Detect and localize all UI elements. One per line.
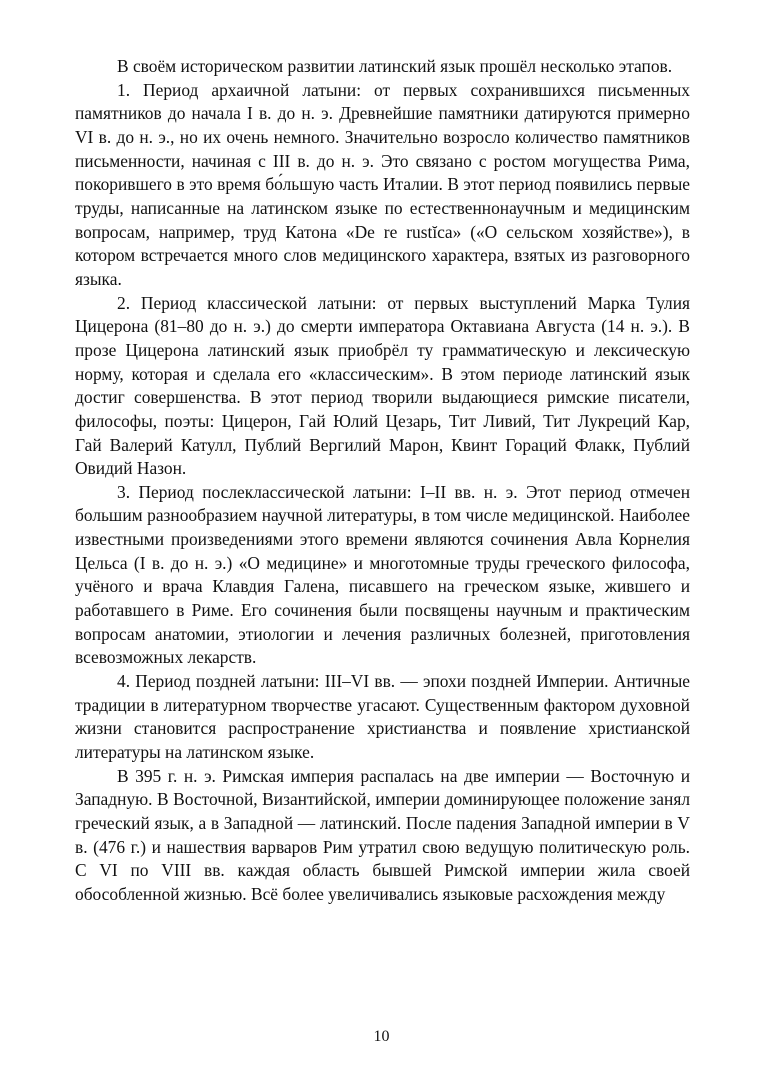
paragraph-intro: В своём историческом развитии латинский язык прошёл несколько этапов.	[117, 56, 673, 76]
paragraph-classical-latin: 2. Период классической латыни: от первых выступлений Марка Тулия Цицерона (81–80 до н. э.) до смерти императора Октавиана Августа (14 н. э.). В прозе Цицерона латинский язык приобрёл ту грамматическую и лексическую норму, которая и сделала его «классическим». В этом периоде латинский язык достиг совершенства. В этот период творили выдающиеся римские писатели, философы, поэты: Цицерон, Гай Юлий Цезарь, Тит Ливий, Тит Лукреций Кар, Гай Валерий Катулл, Публий Вергилий Марон, Квинт Гораций Флакк, Публий Овидий Назон.	[75, 292, 690, 479]
page-body	[75, 55, 690, 907]
page-number: 10	[373, 1028, 390, 1045]
paragraph-archaic-latin: 1. Период архаичной латыни: от первых сохранившихся письменных памятников до начала I в. до н. э. Древнейшие памятники датируются примерно VI в. до н. э., но их очень немного. Значительно возросло количество памятников письменности, начиная с III в. до н. э. Это связано с ростом могущества Рима, покорившего в это время бо́льшую часть Италии. В этот период появились первые труды, написанные на латинском языке по естественнонаучным и медицинским вопросам, например, труд Катона «De re rustĭca» («О сельском хозяйстве»), в котором встречается много слов медицинского характера, взятых из разговорного языка.	[75, 79, 690, 289]
paragraph-postclassical-latin: 3. Период послеклассической латыни: I–II вв. н. э. Этот период отмечен большим разнообразием научной литературы, в том числе медицинской. Наиболее известными произведениями этого времени являются сочинения Авла Корнелия Цельса (I в. до н. э.) «О медицине» и многотомные труды греческого философа, учёного и врача Клавдия Галена, писавшего на греческом языке, жившего и работавшего в Риме. Его сочинения были посвящены научным и практическим вопросам анатомии, этиологии и лечения различных болезней, приготовления всевозможных лекарств.	[75, 481, 690, 668]
paragraph-late-latin: 4. Период поздней латыни: III–VI вв. — эпохи поздней Империи. Античные традиции в литературном творчестве угасают. Существенным фактором духовной жизни становится распространение христианства и появление христианской литературы на латинском языке.	[75, 671, 690, 763]
paragraph-empire-split: В 395 г. н. э. Римская империя распалась на две империи — Восточную и Западную. В Восточной, Византийской, империи доминирующее положение занял греческий язык, а в Западной — латинский. После падения Западной империи в V в. (476 г.) и нашествия варваров Рим утратил свою ведущую политическую роль. С VI по VIII вв. каждая область бывшей Римской империи жила своей обособленной жизнью. Всё более увеличивались языковые расхождения между	[75, 765, 690, 904]
